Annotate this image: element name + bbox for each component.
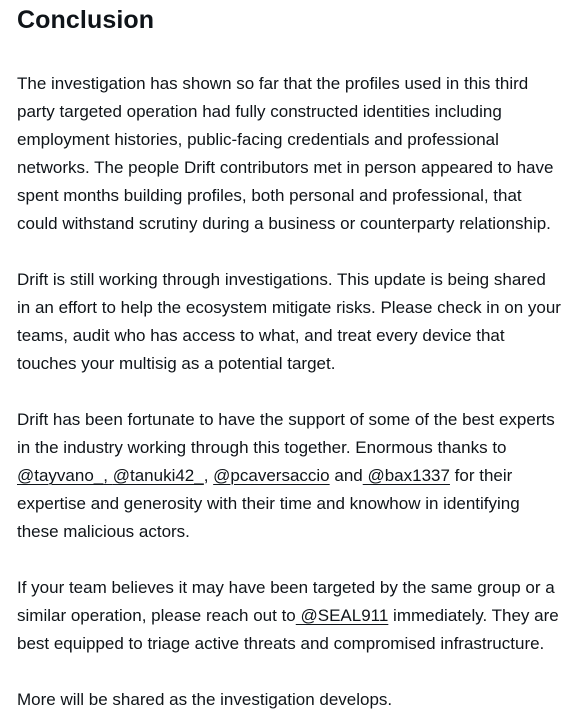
text-line: teams, audit who has access to what, and treat every device that <box>17 326 505 345</box>
text-line: employment histories, public-facing credentials and professional <box>17 130 499 149</box>
text-segment: for their <box>449 466 513 485</box>
text-segment: and <box>329 466 363 485</box>
section-heading: Conclusion <box>17 6 155 34</box>
text-line: spent months building profiles, both personal and professional, that <box>17 186 522 205</box>
text-line: The investigation has shown so far that the profiles used in this third <box>17 74 529 93</box>
link-seal911[interactable]: @SEAL911 <box>295 606 389 625</box>
link-pcaversaccio[interactable]: @pcaversaccio <box>213 466 330 485</box>
text-line <box>17 602 583 630</box>
text-line: party targeted operation had fully constructed identities including <box>17 102 502 121</box>
link-tayvano[interactable]: @tayvano_ <box>17 466 104 485</box>
text-line: Drift has been fortunate to have the support of some of the best experts <box>17 410 555 429</box>
link-separator[interactable]: , <box>103 466 113 485</box>
link-bax1337[interactable]: @bax1337 <box>362 466 450 485</box>
text-line <box>17 462 583 490</box>
article-body <box>17 0 583 714</box>
text-segment: in the industry working through this together. Enormous thanks to <box>17 438 507 457</box>
text-line: expertise and generosity with their time and knowhow in identifying <box>17 494 520 513</box>
text-segment: immediately. They are <box>388 606 559 625</box>
link-tanuki42[interactable]: @tanuki42_ <box>112 466 204 485</box>
text-line: networks. The people Drift contributors met in person appeared to have <box>17 158 554 177</box>
paragraph-thanks <box>17 406 583 546</box>
text-line: More will be shared as the investigation develops. <box>17 690 393 709</box>
text-line: If your team believes it may have been targeted by the same group or a <box>17 578 555 597</box>
text-line: touches your multisig as a potential target. <box>17 354 336 373</box>
text-separator: , <box>203 466 214 485</box>
text-line: these malicious actors. <box>17 522 190 541</box>
paragraph-investigation-update <box>17 266 583 378</box>
text-line: Drift is still working through investigations. This update is being shared <box>17 270 546 289</box>
text-segment: similar operation, please reach out to <box>17 606 296 625</box>
paragraph-conclusion <box>17 70 583 238</box>
paragraph-reach-out <box>17 574 583 658</box>
text-line <box>17 434 583 462</box>
text-line: in an effort to help the ecosystem mitigate risks. Please check in on your <box>17 298 561 317</box>
text-line: could withstand scrutiny during a business or counterparty relationship. <box>17 214 551 233</box>
paragraph-closing <box>17 686 583 714</box>
text-line: best equipped to triage active threats and compromised infrastructure. <box>17 634 545 653</box>
